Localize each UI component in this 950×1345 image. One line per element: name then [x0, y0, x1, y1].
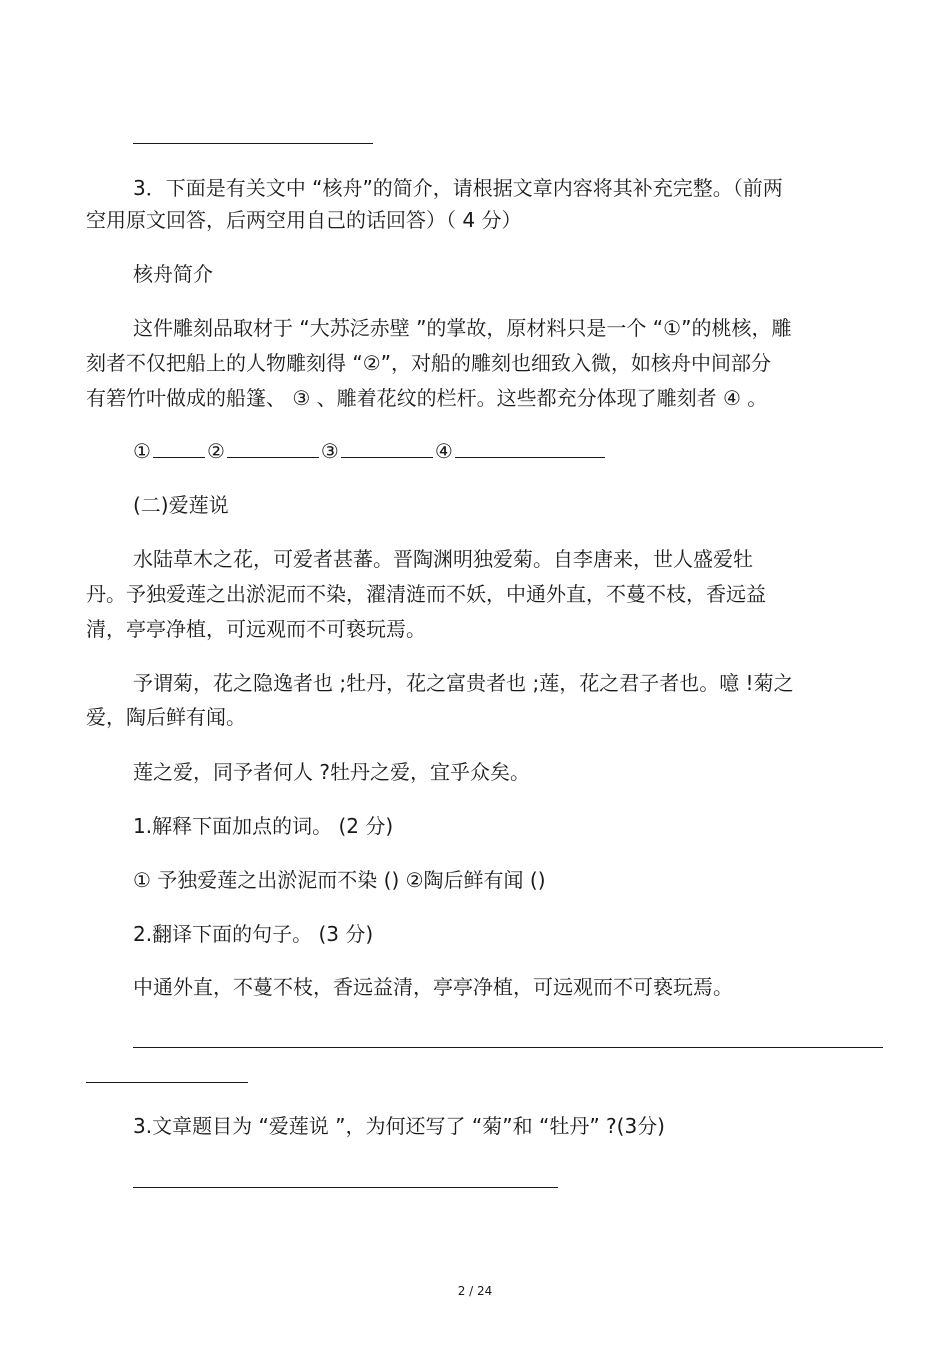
q3-line2: 空用原文回答，后两空用自己的话回答）（ 4 分）	[86, 208, 522, 232]
question-1: 1.解释下面加点的词。 (2 分)	[133, 814, 394, 838]
q3-answer-blanks	[133, 441, 607, 461]
q3-para-line2: 刻者不仅把船上的人物雕刻得 “②”，对船的雕刻也细致入微，如核舟中间部分	[86, 351, 772, 375]
text-line1: 水陆草木之花，可爱者甚蕃。晋陶渊明独爱菊。自李唐来，世人盛爱牡	[133, 547, 753, 571]
page-number: 2 / 24	[457, 1284, 493, 1298]
answer-line-q2-a[interactable]	[133, 1047, 883, 1048]
text-line4: 予谓菊，花之隐逸者也 ;牡丹，花之富贵者也 ;莲，花之君子者也。噫 !菊之	[133, 671, 794, 695]
answer-line-top	[133, 143, 373, 144]
question-1-items: ① 予独爱莲之出淤泥而不染 () ②陶后鲜有闻 ()	[133, 868, 546, 892]
answer-blank-2[interactable]	[227, 456, 319, 458]
q3-line1: 3．下面是有关文中 “核舟”的简介，请根据文章内容将其补充完整。（前两	[133, 176, 783, 200]
answer-blank-4[interactable]	[455, 456, 605, 458]
q3-para-line3: 有箬竹叶做成的船篷、 ③ 、雕着花纹的栏杆。这些都充分体现了雕刻者 ④ 。	[86, 386, 768, 410]
answer-blank-3[interactable]	[341, 456, 433, 458]
blank-mark-2: ②	[206, 439, 225, 463]
section-heading: (二)爱莲说	[133, 493, 229, 517]
question-2: 2.翻译下面的句子。 (3 分)	[133, 922, 374, 946]
q3-para-line1: 这件雕刻品取材于 “大苏泛赤壁 ”的掌故，原材料只是一个 “①”的桃核，雕	[133, 316, 792, 340]
blank-mark-1: ①	[133, 439, 151, 463]
text-line6: 莲之爱，同予者何人 ?牡丹之爱，宜乎众矣。	[133, 760, 530, 784]
q3-subtitle: 核舟简介	[133, 262, 213, 286]
text-line5: 爱，陶后鲜有闻。	[86, 705, 246, 729]
text-line3: 清，亭亭净植，可远观而不可亵玩焉。	[86, 617, 426, 641]
question-3: 3.文章题目为 “爱莲说 ”，为何还写了 “菊”和 “牡丹” ?(3分)	[133, 1114, 665, 1138]
question-2-sentence: 中通外直，不蔓不枝，香远益清，亭亭净植，可远观而不可亵玩焉。	[133, 975, 733, 999]
answer-line-q3[interactable]	[133, 1187, 558, 1188]
blank-mark-4: ④	[434, 439, 453, 463]
blank-mark-3: ③	[320, 439, 339, 463]
answer-line-q2-b[interactable]	[86, 1082, 248, 1083]
text-line2: 丹。予独爱莲之出淤泥而不染，濯清涟而不妖，中通外直，不蔓不枝，香远益	[86, 582, 766, 606]
answer-blank-1[interactable]	[153, 456, 205, 458]
